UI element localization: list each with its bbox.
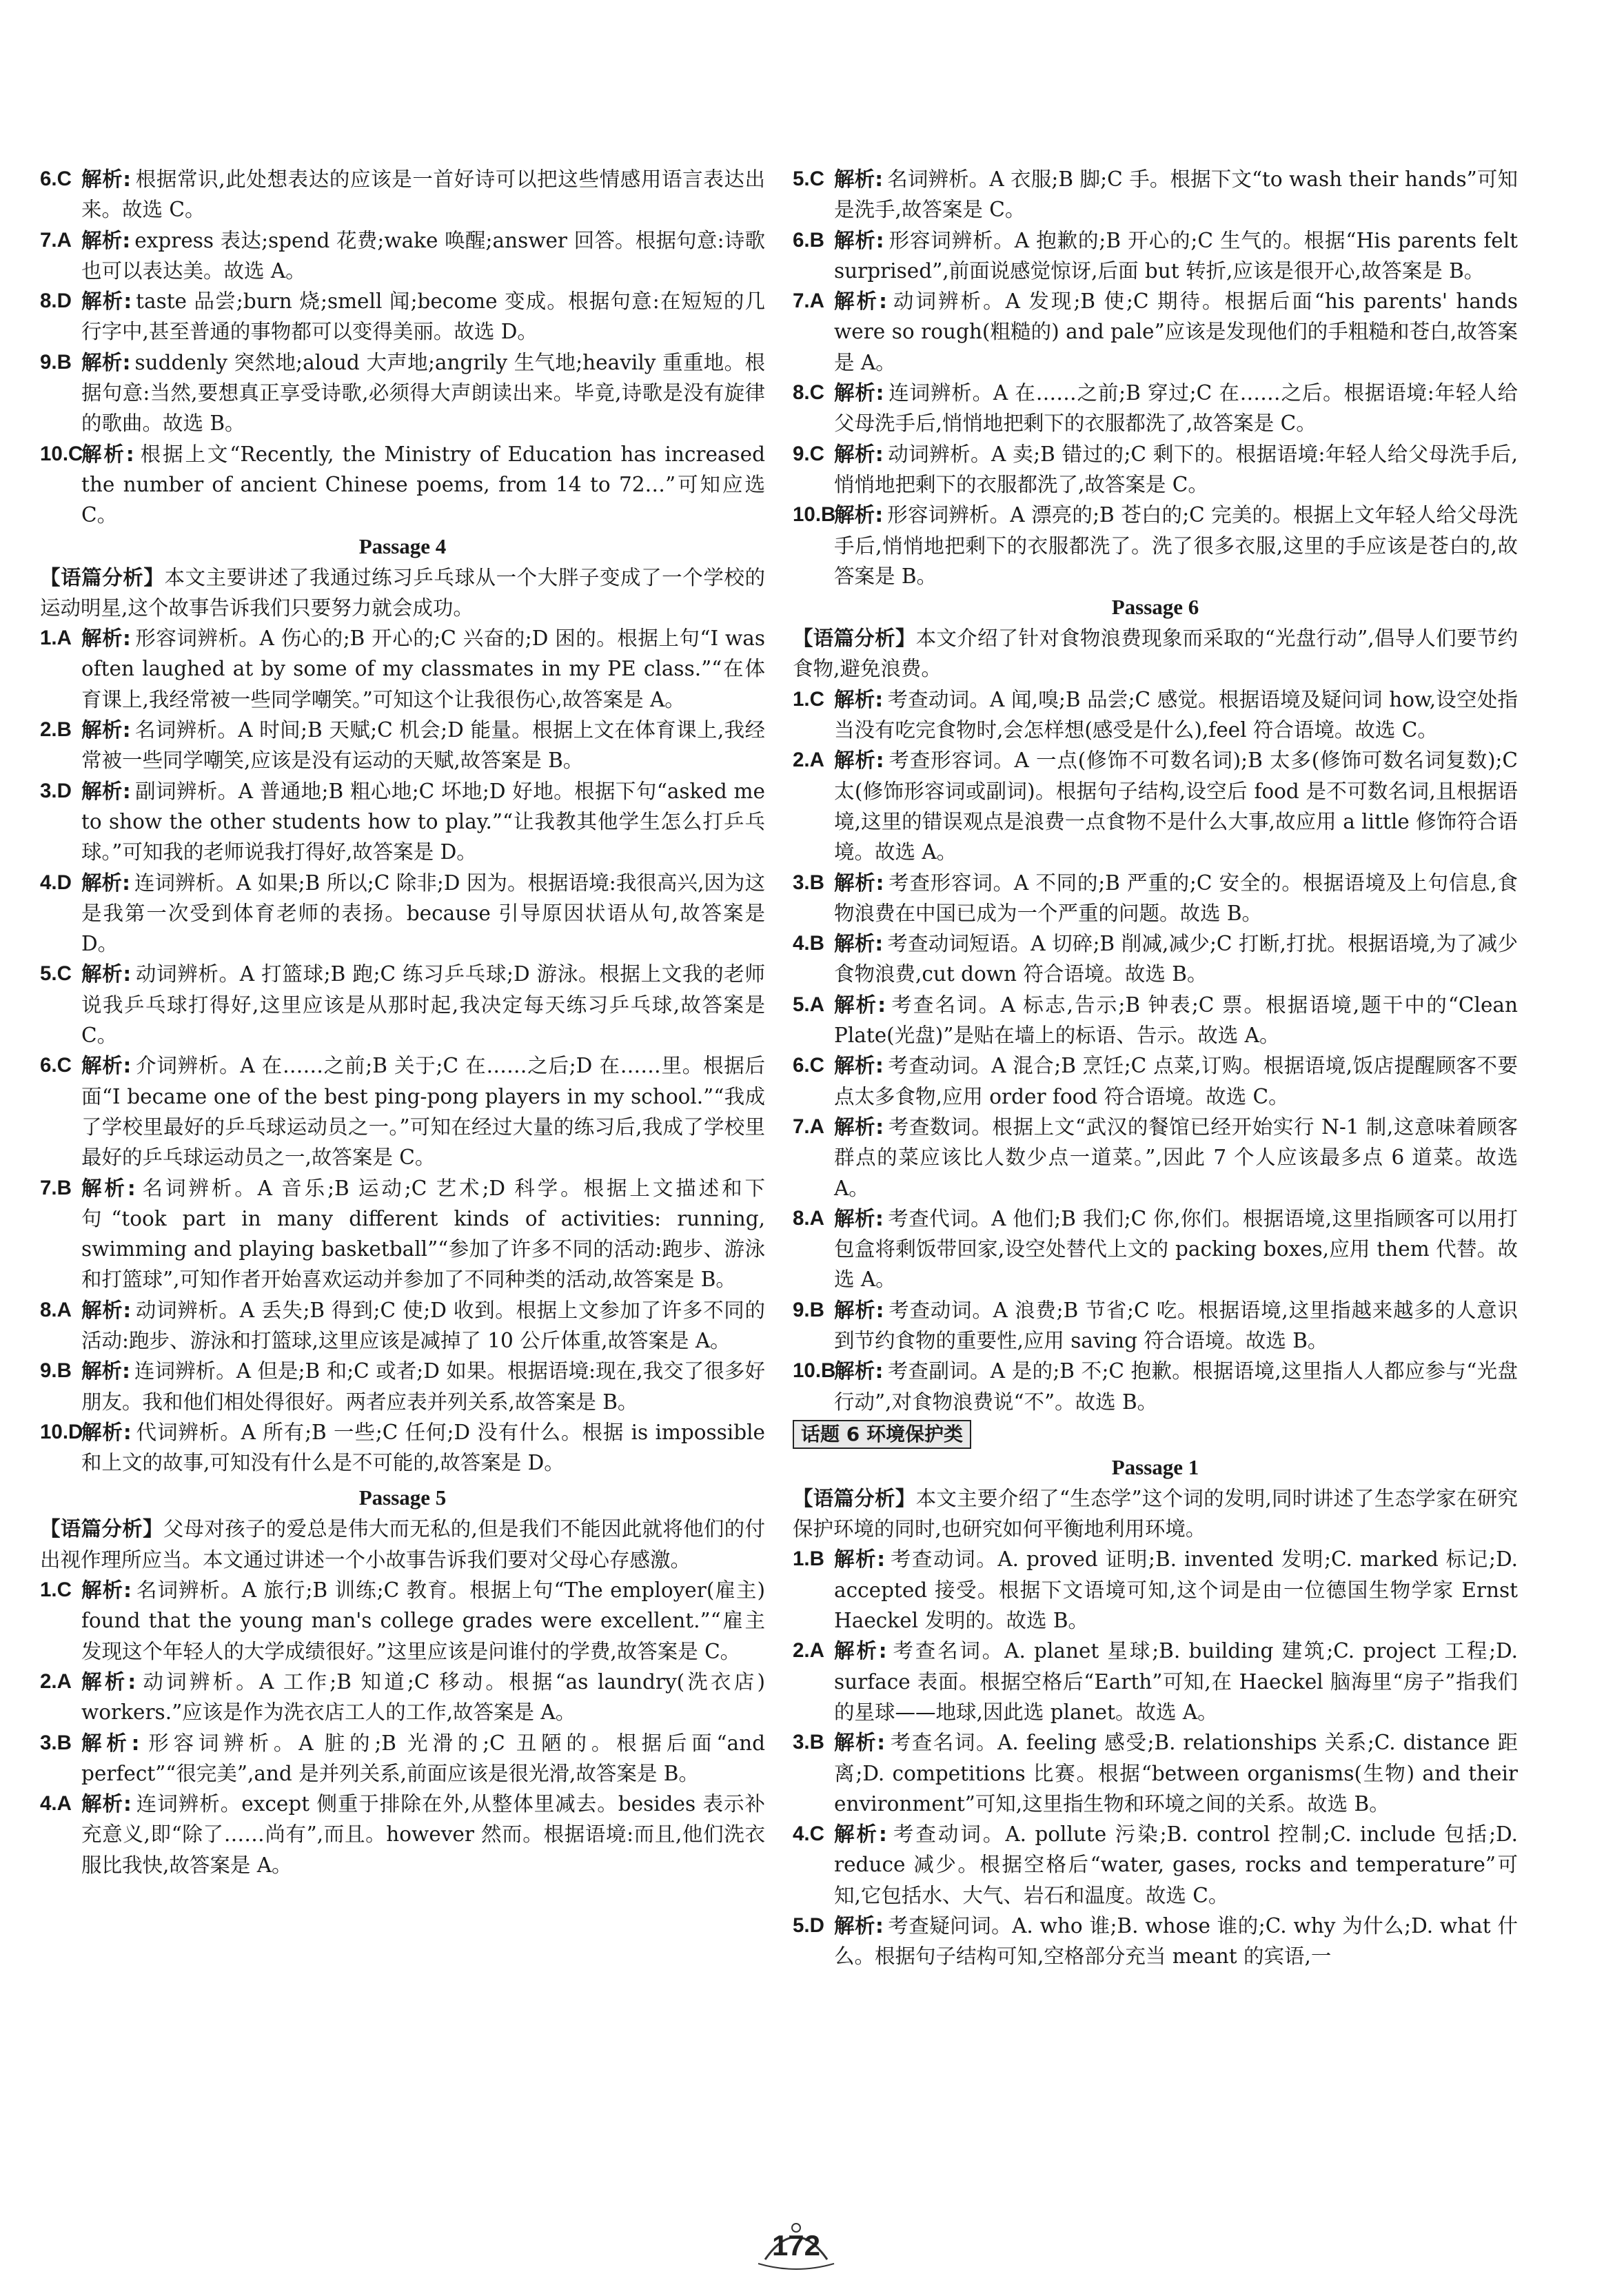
answer-label <box>793 1819 824 1849</box>
explanation-label: 解析: <box>81 627 131 651</box>
passage6-analysis <box>793 623 1518 684</box>
answer-label <box>40 439 83 469</box>
explanation-text: 动词辨析。A 打篮球;B 跑;C 练习乒乓球;D 游泳。根据上文我的老师说我乒乓球打得好,这里应该是从那时起,我决定每天练习乒乓球,故答案是 C。 <box>81 962 765 1048</box>
answer-label <box>40 164 72 194</box>
explanation-text: 动词辨析。A 工作;B 知道;C 移动。根据“as laundry(洗衣店) workers.”应该是作为洗衣店工人的工作,故答案是 A。 <box>81 1669 765 1725</box>
answer-letter: C <box>809 1054 824 1077</box>
answer-label <box>793 1203 824 1234</box>
answer-letter: A <box>809 1206 824 1230</box>
answer-label <box>40 776 72 806</box>
analysis-tag: 【语篇分析】 <box>40 1517 163 1541</box>
question-number: 2. <box>40 718 57 742</box>
explanation-text: 名词辨析。A 旅行;B 训练;C 教育。根据上句“The employer(雇主) found that the young man's college grades were excellent.”“雇主发现这个年轻人的大学成绩很好。”这里应该是问谁付的学费,故答案是 C。 <box>81 1578 765 1663</box>
passage1-title: Passage 1 <box>1111 1454 1199 1479</box>
answer-label <box>793 1050 824 1081</box>
question-number: 2. <box>793 749 810 772</box>
explanation-text: 代词辨析。A 所有;B 一些;C 任何;D 没有什么。根据 is impossible 和上文的故事,可知没有什么是不可能的,故答案是 D。 <box>81 1420 765 1475</box>
answer-letter: B <box>821 1359 836 1383</box>
answer-item <box>793 286 1518 378</box>
explanation-label: 解析: <box>834 1359 884 1383</box>
explanation-label: 解析: <box>834 1914 884 1938</box>
answer-item <box>793 1819 1518 1911</box>
explanation-label: 解析: <box>81 1578 132 1603</box>
answer-item <box>40 868 765 959</box>
answer-label <box>793 1727 824 1758</box>
answer-letter: A <box>809 1639 824 1663</box>
question-number: 5. <box>793 1914 810 1938</box>
explanation-label: 解析: <box>81 1792 132 1816</box>
question-number: 6. <box>793 228 810 252</box>
question-number: 4. <box>793 1822 810 1846</box>
passage5-answers-cont <box>793 164 1518 591</box>
answer-letter: C <box>809 167 824 190</box>
explanation-label: 解析: <box>834 503 884 527</box>
explanation-text: 名词辨析。A 时间;B 天赋;C 机会;D 能量。根据上文在体育课上,我经常被一些同学嘲笑,应该是没有运动的天赋,故答案是 B。 <box>81 718 765 773</box>
explanation-label: 解析: <box>834 442 884 466</box>
answer-label <box>793 928 824 959</box>
explanation-label: 解析: <box>834 1547 886 1572</box>
answer-item <box>40 1173 765 1295</box>
question-number: 7. <box>793 289 810 313</box>
question-number: 1. <box>40 1578 57 1602</box>
answer-item <box>40 959 765 1050</box>
question-number: 9. <box>793 442 810 465</box>
answer-label <box>793 1112 824 1142</box>
passage4-title: Passage 4 <box>358 534 447 558</box>
explanation-text: taste 品尝;burn 烧;smell 闻;become 变成。根据句意:在短短的几行字中,甚至普通的事物都可以变得美丽。故选 D。 <box>81 289 765 344</box>
explanation-text: 考查形容词。A 不同的;B 严重的;C 安全的。根据语境及上句信息,食物浪费在中国已成为一个严重的问题。故选 B。 <box>834 871 1518 925</box>
answer-item <box>793 745 1518 867</box>
explanation-text: 考查形容词。A 一点(修饰不可数名词);B 太多(修饰可数名词复数);C 太(修饰形容词或副词)。根据句子结构,设空后 food 是不可数名词,且根据语境,这里的错误观点是浪费一点食物不是什么大事,故应用 a little 修饰符合语境。故选 A。 <box>834 749 1518 864</box>
answer-letter: C <box>57 1054 72 1077</box>
answer-label <box>40 959 72 989</box>
explanation-text: 考查动词。A 闻,嗅;B 品尝;C 感觉。根据语境及疑问词 how,设空处指当没有吃完食物时,会怎样想(感受是什么),feel 符合语境。故选 C。 <box>834 687 1518 742</box>
answer-label <box>40 1050 72 1081</box>
explanation-text: 形容词辨析。A 抱歉的;B 开心的;C 生气的。根据“His parents felt surprised”,前面说感觉惊讶,后面 but 转折,应该是很开心,故答案是 B。 <box>834 228 1518 283</box>
answer-letter: D <box>57 871 72 894</box>
explanation-text: express 表达;spend 花费;wake 唤醒;answer 回答。根据句意:诗歌也可以表达美。故选 A。 <box>81 228 765 283</box>
explanation-label: 解析: <box>81 1176 136 1200</box>
answer-letter: C <box>809 687 824 711</box>
question-number: 3. <box>793 1731 810 1754</box>
passage1-answers <box>793 1544 1518 1971</box>
explanation-text: 考查数词。根据上文“武汉的餐馆已经开始实行 N-1 制,这意味着顾客群点的菜应该比人数少点一道菜。”,因此 7 个人应该最多点 6 道菜。故选 A。 <box>834 1115 1518 1200</box>
answer-label <box>793 378 824 408</box>
answer-item <box>793 164 1518 225</box>
question-number: 5. <box>40 962 57 986</box>
answer-letter: B <box>809 1731 824 1754</box>
explanation-text: 根据上文“Recently, the Ministry of Education has increased the number of ancient Chinese poems, from 14 to 72…”可知应选 C。 <box>81 442 765 527</box>
question-number: 9. <box>793 1298 810 1321</box>
explanation-text: 考查名词。A. planet 星球;B. building 建筑;C. project 工程;D. surface 表面。根据空格后“Earth”可知,在 Haeckel 脑海里“房子”指我们的星球——地球,因此选 planet。故选 A。 <box>834 1639 1518 1724</box>
explanation-label: 解析: <box>81 228 131 252</box>
explanation-text: suddenly 突然地;aloud 大声地;angrily 生气地;heavily 重重地。根据句意:当然,要想真正享受诗歌,必须得大声朗读出来。毕竟,诗歌是没有旋律的歌曲。故选 B。 <box>81 350 765 436</box>
explanation-label: 解析: <box>81 962 132 986</box>
answer-label <box>40 623 72 653</box>
answer-letter: A <box>57 1669 72 1693</box>
explanation-label: 解析: <box>834 749 884 773</box>
analysis-tag: 【语篇分析】 <box>793 627 916 651</box>
explanation-text: 形容词辨析。A 伤心的;B 开心的;C 兴奋的;D 困的。根据上句“I was often laughed at by some of my classmates in my PE class.”“在体育课上,我经常被一些同学嘲笑。”可知这个让我很伤心,故答案是 A。 <box>81 627 765 711</box>
answer-label <box>40 1728 72 1758</box>
answer-label <box>793 990 824 1020</box>
question-number: 10. <box>40 1420 69 1443</box>
question-number: 2. <box>793 1639 810 1663</box>
answer-letter: B <box>57 350 72 374</box>
answer-label <box>40 1173 72 1203</box>
answer-label <box>40 1417 83 1447</box>
explanation-label: 解析: <box>81 871 130 895</box>
answer-letter: C <box>809 442 824 465</box>
question-number: 6. <box>40 167 57 190</box>
passage5-analysis <box>40 1514 765 1575</box>
explanation-label: 解析: <box>834 1054 884 1078</box>
answer-label <box>40 1789 72 1819</box>
answer-letter: C <box>57 962 72 986</box>
question-number: 3. <box>40 779 57 802</box>
explanation-text: 考查名词。A. feeling 感受;B. relationships 关系;C. distance 距离;D. competitions 比赛。根据“between organisms(生物) and their environment”可知,这里指生物和环境之间的关系。故选 B。 <box>834 1731 1518 1816</box>
question-number: 10. <box>793 1359 822 1383</box>
question-number: 6. <box>793 1054 810 1077</box>
explanation-label: 解析: <box>81 1669 136 1694</box>
explanation-text: 根据常识,此处想表达的应该是一首好诗可以把这些情感用语言表达出来。故选 C。 <box>81 167 765 222</box>
answer-letter: A <box>809 289 824 313</box>
explanation-text: 形容词辨析。A 漂亮的;B 苍白的;C 完美的。根据上文年轻人给父母洗手后,悄悄地把剩下的衣服都洗了。洗了很多衣服,这里的手应该是苍白的,故答案是 B。 <box>834 503 1518 588</box>
analysis-text: 本文主要讲述了我通过练习乒乓球从一个大胖子变成了一个学校的运动明星,这个故事告诉我们只要努力就会成功。 <box>40 565 765 620</box>
answer-item <box>793 500 1518 591</box>
answer-item <box>40 1575 765 1667</box>
answer-label <box>40 868 72 898</box>
answer-label <box>40 347 72 378</box>
passage3-answers <box>40 164 765 531</box>
answer-label <box>793 500 835 530</box>
explanation-text: 动词辨析。A 卖;B 错过的;C 剩下的。根据语境:年轻人给父母洗手后,悄悄地把剩下的衣服都洗了,故答案是 C。 <box>834 442 1518 496</box>
answer-letter: A <box>57 627 72 650</box>
answer-letter: B <box>57 1176 72 1199</box>
answer-label <box>793 684 824 715</box>
answer-item <box>793 225 1518 287</box>
answer-letter: C <box>68 442 83 465</box>
answer-label <box>40 1295 72 1325</box>
question-number: 1. <box>793 687 810 711</box>
passage5-title: Passage 5 <box>358 1485 447 1510</box>
answer-label <box>40 1575 72 1605</box>
explanation-text: 考查副词。A 是的;B 不;C 抱歉。根据语境,这里指人人都应参与“光盘行动”,对食物浪费说“不”。故选 B。 <box>834 1359 1518 1414</box>
analysis-text: 父母对孩子的爱总是伟大而无私的,但是我们不能因此就将他们的付出视作理所应当。本文通过讲述一个小故事告诉我们要对父母心存感激。 <box>40 1517 765 1572</box>
answer-letter: D <box>57 779 72 802</box>
answer-letter: A <box>809 749 824 772</box>
question-number: 10. <box>793 503 822 527</box>
explanation-label: 解析: <box>834 871 884 895</box>
left-column <box>40 164 765 1880</box>
explanation-label: 解析: <box>81 289 132 314</box>
answer-letter: B <box>57 718 72 742</box>
answer-item <box>40 1356 765 1417</box>
explanation-label: 解析: <box>81 718 131 742</box>
explanation-text: 考查代词。A 他们;B 我们;C 你,你们。根据语境,这里指顾客可以用打包盒将剩饭带回家,设空处替代上文的 packing boxes,应用 them 代替。故选 A。 <box>834 1206 1518 1292</box>
answer-letter: C <box>809 1822 824 1846</box>
answer-letter: B <box>57 1359 72 1383</box>
explanation-text: 连词辨析。A 但是;B 和;C 或者;D 如果。根据语境:现在,我交了很多好朋友。我和他们相处得很好。两者应表并列关系,故答案是 B。 <box>81 1359 765 1414</box>
explanation-label: 解析: <box>834 1298 884 1322</box>
answer-letter: C <box>57 167 72 190</box>
question-number: 3. <box>40 1731 57 1754</box>
answer-item <box>40 164 765 225</box>
answer-letter: B <box>809 1547 824 1571</box>
explanation-text: 连词辨析。except 侧重于排除在外,从整体里减去。besides 表示补充意义,即“除了……尚有”,而且。however 然而。根据语境:而且,他们洗衣服比我快,故答案是 A。 <box>81 1792 765 1877</box>
answer-label <box>793 286 824 316</box>
answer-letter: B <box>57 1731 72 1754</box>
answer-item <box>40 225 765 287</box>
question-number: 5. <box>793 993 810 1016</box>
answer-letter: A <box>809 993 824 1016</box>
explanation-text: 动词辨析。A 丢失;B 得到;C 使;D 收到。根据上文参加了许多不同的活动:跑步、游泳和打篮球,这里应该是减掉了 10 公斤体重,故答案是 A。 <box>81 1298 765 1352</box>
passage1-analysis <box>793 1483 1518 1545</box>
answer-item <box>40 715 765 776</box>
explanation-label: 解析: <box>81 1054 132 1078</box>
answer-label <box>40 225 72 256</box>
question-number: 4. <box>40 1792 57 1816</box>
answer-letter: B <box>809 228 824 252</box>
question-number: 7. <box>40 228 57 252</box>
question-number: 3. <box>793 871 810 894</box>
answer-label <box>793 439 824 469</box>
explanation-label: 解析: <box>81 1298 132 1322</box>
answer-item <box>793 1295 1518 1357</box>
passage4-analysis <box>40 562 765 624</box>
answer-item <box>40 1667 765 1728</box>
question-number: 10. <box>40 442 69 465</box>
answer-label <box>793 1356 835 1386</box>
explanation-label: 解析: <box>834 993 886 1017</box>
answer-item <box>793 1112 1518 1203</box>
answer-item <box>793 1356 1518 1417</box>
answer-letter: B <box>809 932 824 955</box>
explanation-label: 解析: <box>834 932 884 956</box>
question-number: 8. <box>40 289 57 313</box>
answer-letter: C <box>57 1578 72 1602</box>
explanation-text: 考查动词。A 浪费;B 节省;C 吃。根据语境,这里指越来越多的人意识到节约食物的重要性,应用 saving 符合语境。故选 B。 <box>834 1298 1518 1352</box>
answer-letter: D <box>57 289 72 313</box>
answer-label <box>793 225 824 256</box>
explanation-label: 解析: <box>834 381 884 405</box>
explanation-label: 解析: <box>81 779 131 803</box>
answer-item <box>793 1911 1518 1972</box>
analysis-tag: 【语篇分析】 <box>793 1486 916 1510</box>
question-number: 2. <box>40 1669 57 1693</box>
question-number: 9. <box>40 1359 57 1383</box>
passage6-answers <box>793 684 1518 1417</box>
answer-letter: B <box>809 871 824 894</box>
analysis-tag: 【语篇分析】 <box>40 565 165 589</box>
answer-letter: B <box>821 503 836 527</box>
question-number: 7. <box>40 1176 57 1199</box>
explanation-text: 考查动词。A. pollute 污染;B. control 控制;C. include 包括;D. reduce 减少。根据空格后“water, gases, rocks and temperature”可知,它包括水、大气、岩石和温度。故选 C。 <box>834 1822 1518 1907</box>
answer-item <box>40 776 765 868</box>
page-number-text: 172 <box>771 2229 821 2262</box>
answer-item <box>793 990 1518 1051</box>
analysis-text: 本文介绍了针对食物浪费现象而采取的“光盘行动”,倡导人们要节约食物,避免浪费。 <box>793 627 1518 681</box>
explanation-text: 介词辨析。A 在……之前;B 关于;C 在……之后;D 在……里。根据后面“I became one of the best ping-pong players in my school.”“我成了学校里最好的乒乓球运动员之一。”可知在经过大量的练习后,我成了学校里最好的乒乓球运动员之一,故答案是 C。 <box>81 1054 765 1170</box>
answer-item <box>793 1636 1518 1727</box>
explanation-text: 名词辨析。A 音乐;B 运动;C 艺术;D 科学。根据上文描述和下句“took part in many different kinds of activities: running, swimming and playing basketball”“参加了许多不同的活动:跑步、游泳和打篮球”,可知作者开始喜欢运动并参加了不同种类的活动,故答案是 B。 <box>81 1176 765 1292</box>
answer-letter: A <box>57 228 72 252</box>
explanation-text: 连词辨析。A 如果;B 所以;C 除非;D 因为。根据语境:我很高兴,因为这是我第一次受到体育老师的表扬。because 引导原因状语从句,故答案是 D。 <box>81 871 765 956</box>
explanation-label: 解析: <box>81 167 132 191</box>
question-number: 1. <box>793 1547 810 1571</box>
answer-item <box>793 1727 1518 1819</box>
answer-item <box>793 928 1518 990</box>
answer-label <box>793 1544 824 1574</box>
answer-label <box>40 715 72 745</box>
question-number: 5. <box>793 167 810 190</box>
question-number: 8. <box>40 1298 57 1321</box>
answer-item <box>40 1050 765 1172</box>
answer-item <box>40 1295 765 1357</box>
question-number: 6. <box>40 1054 57 1077</box>
answer-label <box>793 868 824 898</box>
passage5-answers <box>40 1575 765 1880</box>
explanation-label: 解析: <box>834 228 884 252</box>
right-column <box>793 164 1518 1972</box>
explanation-text: 考查动词。A. proved 证明;B. invented 发明;C. marked 标记;D. accepted 接受。根据下文语境可知,这个词是由一位德国生物学家 Ernst Haeckel 发明的。故选 B。 <box>834 1547 1518 1633</box>
explanation-label: 解析: <box>81 350 131 374</box>
answer-letter: D <box>68 1420 83 1443</box>
answer-label <box>40 1667 72 1697</box>
answer-label <box>793 164 824 194</box>
answer-item <box>793 868 1518 929</box>
analysis-text: 本文主要介绍了“生态学”这个词的发明,同时讲述了生态学家在研究保护环境的同时,也研究如何平衡地利用环境。 <box>793 1486 1518 1541</box>
question-number: 4. <box>40 871 57 894</box>
explanation-label: 解析: <box>834 687 884 711</box>
explanation-label: 解析: <box>81 1731 140 1755</box>
answer-label <box>793 1636 824 1666</box>
explanation-label: 解析: <box>834 1731 885 1755</box>
explanation-text: 形容词辨析。A 脏的;B 光滑的;C 丑陋的。根据后面“and perfect”“很完美”,and 是并列关系,前面应该是很光滑,故答案是 B。 <box>81 1731 765 1785</box>
explanation-label: 解析: <box>81 442 134 466</box>
question-number: 1. <box>40 627 57 650</box>
answer-item <box>40 439 765 531</box>
explanation-text: 名词辨析。A 衣服;B 脚;C 手。根据下文“to wash their hands”可知是洗手,故答案是 C。 <box>834 167 1518 222</box>
explanation-text: 考查名词。A 标志,告示;B 钟表;C 票。根据语境,题干中的“Clean Plate(光盘)”是贴在墙上的标语、告示。故选 A。 <box>834 993 1518 1048</box>
answer-label <box>793 1911 824 1941</box>
explanation-text: 连词辨析。A 在……之前;B 穿过;C 在……之后。根据语境:年轻人给父母洗手后,悄悄地把剩下的衣服都洗了,故答案是 C。 <box>834 381 1518 436</box>
answer-letter: A <box>809 1115 824 1138</box>
answer-item <box>40 1789 765 1880</box>
answer-label <box>40 1356 72 1386</box>
passage6-title: Passage 6 <box>1111 595 1199 620</box>
topic-heading: 话题 6 环境保护类 <box>793 1420 971 1449</box>
question-number: 4. <box>793 932 810 955</box>
answer-letter: C <box>809 381 824 405</box>
answer-label <box>793 745 824 775</box>
answer-item <box>793 1544 1518 1636</box>
answer-item <box>40 286 765 347</box>
answer-label <box>40 286 72 316</box>
answer-item <box>793 378 1518 439</box>
page-number <box>751 2218 841 2273</box>
answer-item <box>793 684 1518 746</box>
answer-item <box>793 1050 1518 1112</box>
explanation-label: 解析: <box>81 1359 130 1383</box>
answer-letter: B <box>809 1298 824 1321</box>
explanation-label: 解析: <box>834 289 887 314</box>
explanation-text: 考查动词。A 混合;B 烹饪;C 点菜,订购。根据语境,饭店提醒顾客不要点太多食物,应用 order food 符合语境。故选 C。 <box>834 1054 1518 1108</box>
explanation-label: 解析: <box>834 1822 887 1847</box>
question-number: 7. <box>793 1115 810 1138</box>
answer-item <box>793 439 1518 500</box>
answer-letter: A <box>57 1298 72 1321</box>
answer-item <box>40 1728 765 1789</box>
explanation-label: 解析: <box>834 1115 884 1139</box>
explanation-text: 考查疑问词。A. who 谁;B. whose 谁的;C. why 为什么;D. what 什么。根据句子结构可知,空格部分充当 meant 的宾语,一 <box>834 1914 1518 1969</box>
answer-letter: D <box>809 1914 824 1938</box>
answer-letter: A <box>57 1792 72 1816</box>
explanation-label: 解析: <box>81 1420 132 1444</box>
answer-item <box>40 623 765 715</box>
explanation-label: 解析: <box>834 1639 887 1663</box>
question-number: 9. <box>40 350 57 374</box>
question-number: 8. <box>793 381 810 405</box>
answer-item <box>40 347 765 439</box>
answer-label <box>793 1295 824 1325</box>
question-number: 8. <box>793 1206 810 1230</box>
explanation-text: 副词辨析。A 普通地;B 粗心地;C 坏地;D 好地。根据下句“asked me to show the other students how to play.”“让我教其他学生怎么打乒乓球。”可知我的老师说我打得好,故答案是 D。 <box>81 779 765 864</box>
answer-item <box>40 1417 765 1479</box>
explanation-text: 考查动词短语。A 切碎;B 削减,减少;C 打断,打扰。根据语境,为了减少食物浪费,cut down 符合语境。故选 B。 <box>834 932 1518 986</box>
passage4-answers <box>40 623 765 1478</box>
explanation-label: 解析: <box>834 167 884 191</box>
explanation-label: 解析: <box>834 1206 884 1230</box>
explanation-text: 动词辨析。A 发现;B 使;C 期待。根据后面“his parents' hands were so rough(粗糙的) and pale”应该是发现他们的手粗糙和苍白,故答案是 A。 <box>834 289 1518 374</box>
answer-item <box>793 1203 1518 1295</box>
